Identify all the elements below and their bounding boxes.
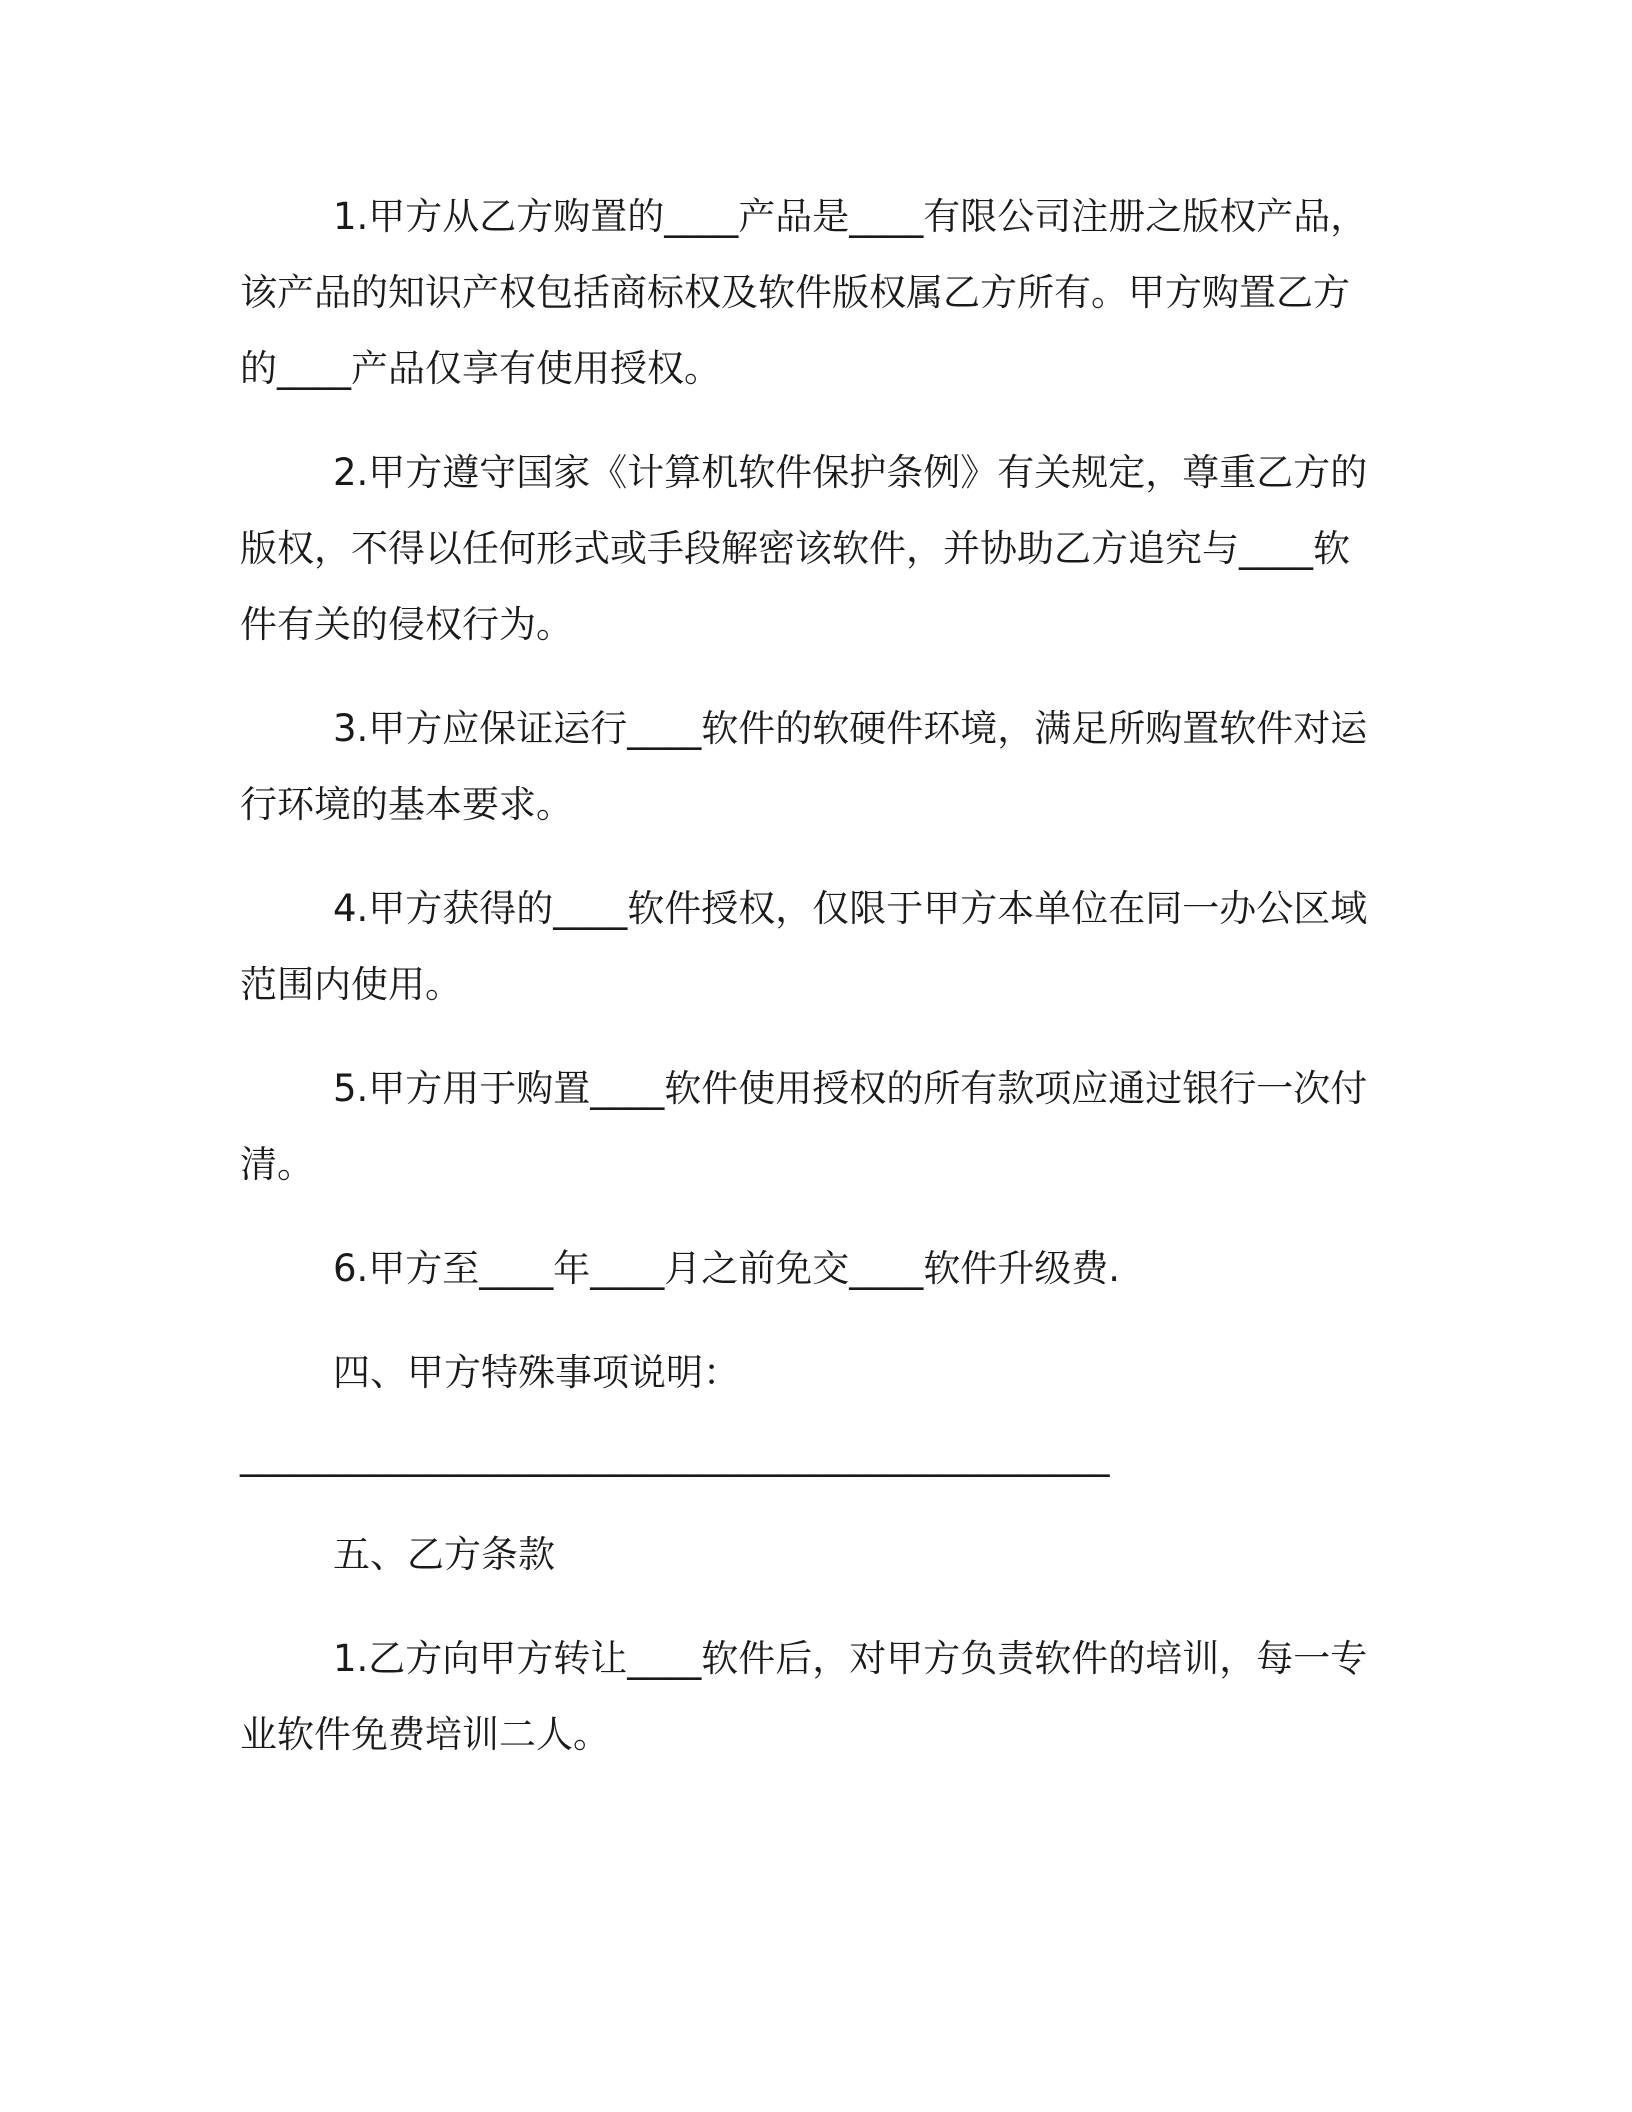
text-line: 版权，不得以任何形式或手段解密该软件，并协助乙方追究与____软 <box>240 527 1350 570</box>
text-line: 1.甲方从乙方购置的____产品是____有限公司注册之版权产品， <box>333 195 1368 238</box>
clause-paragraph-a3 <box>240 691 1400 843</box>
section-heading-text: 四、甲方特殊事项说明： <box>333 1351 740 1394</box>
text-line: 清。 <box>240 1143 314 1186</box>
clause-paragraph-a1 <box>240 179 1400 407</box>
text-line: 件有关的侵权行为。 <box>240 603 573 646</box>
text-line: 1.乙方向甲方转让____软件后，对甲方负责软件的培训，每一专 <box>333 1637 1368 1680</box>
clause-paragraph-a5 <box>240 1051 1400 1203</box>
text-line: 5.甲方用于购置____软件使用授权的所有款项应通过银行一次付 <box>333 1067 1368 1110</box>
fill-in-blank-line <box>240 1418 1400 1494</box>
text-line: 该产品的知识产权包括商标权及软件版权属乙方所有。甲方购置乙方 <box>240 271 1350 314</box>
text-line: 行环境的基本要求。 <box>240 783 573 826</box>
clause-paragraph-a2 <box>240 435 1400 663</box>
text-line: 范围内使用。 <box>240 963 462 1006</box>
text-line: 6.甲方至____年____月之前免交____软件升级费. <box>333 1247 1121 1290</box>
clause-paragraph-a6 <box>240 1231 1400 1307</box>
text-line: 业软件免费培训二人。 <box>240 1713 610 1756</box>
clause-paragraph-a4 <box>240 871 1400 1023</box>
document-body <box>240 179 1400 1773</box>
text-line: 的____产品仅享有使用授权。 <box>240 347 721 390</box>
text-line: 2.甲方遵守国家《计算机软件保护条例》有关规定，尊重乙方的 <box>333 451 1368 494</box>
section-5-heading <box>240 1517 1400 1593</box>
section-heading-text: 五、乙方条款 <box>333 1533 555 1576</box>
text-line: 3.甲方应保证运行____软件的软硬件环境，满足所购置软件对运 <box>333 707 1368 750</box>
blank-underline: _______________________________________________ <box>240 1434 1110 1477</box>
clause-paragraph-b1 <box>240 1621 1400 1773</box>
section-4-heading <box>240 1335 1400 1411</box>
text-line: 4.甲方获得的____软件授权，仅限于甲方本单位在同一办公区域 <box>333 887 1368 930</box>
